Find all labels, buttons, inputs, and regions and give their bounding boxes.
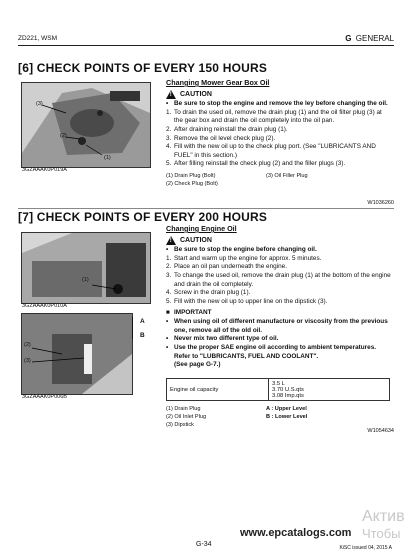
gearbox-illustration xyxy=(22,83,150,167)
step-item: 4. Screw in the drain plug (1). xyxy=(166,289,251,297)
engine-photo xyxy=(21,232,151,304)
caution-bullet: • Be sure to stop the engine and remove the ley before changing the oil. xyxy=(166,100,388,107)
oil-capacity-table xyxy=(166,378,390,401)
important-bullet: • Use the proper SAE engine oil according to ambient temperatures. xyxy=(166,344,377,352)
warning-triangle-icon xyxy=(166,90,176,99)
engine-illustration xyxy=(22,233,150,303)
section-letter: G xyxy=(345,34,352,43)
section7-steps xyxy=(166,255,392,307)
dipstick-photo xyxy=(21,313,133,395)
caution-header xyxy=(166,90,392,99)
watermark-url: www.epcatalogs.com xyxy=(240,527,352,539)
section6-heading: [6] CHECK POINTS OF EVERY 150 HOURS xyxy=(18,61,268,75)
legend-item: (2) Check Plug (Bolt) xyxy=(166,180,218,187)
gearbox-photo-caption: 3GZAAAK0P019A xyxy=(22,167,67,173)
caution-label: CAUTION xyxy=(180,91,212,98)
step-item: 1. Start and warm up the engine for approx. 5 minutes. xyxy=(166,254,322,262)
caution-text: Be sure to stop the engine and remove the ley before changing the oil. xyxy=(174,100,388,107)
callout-1: (1) xyxy=(104,155,111,161)
callout-1: (1) xyxy=(82,277,89,283)
refer-line: Refer to "LUBRICANTS, FUEL AND COOLANT". (See page G-7.) xyxy=(174,352,319,369)
header-rule xyxy=(18,45,394,46)
section-label xyxy=(345,34,394,43)
legend-item: (3) Oil Filler Plug xyxy=(266,173,308,180)
caution-text: Be sure to stop the engine before changing oil. xyxy=(174,246,317,253)
section7-code: W1054634 xyxy=(367,428,394,434)
table-row xyxy=(167,379,390,401)
page-number: G-34 xyxy=(196,541,212,548)
legend-item: B : Lower Level xyxy=(266,413,308,420)
legend-item: (1) Drain Plug (Bolt) xyxy=(166,173,216,180)
ghost-text: Актив xyxy=(362,508,405,525)
section6-caution xyxy=(166,90,392,189)
gearbox-photo xyxy=(21,82,151,168)
level-label-a: A xyxy=(140,318,145,325)
step-item: 2. Place an oil pan underneath the engine. xyxy=(166,263,287,271)
level-label-b: B xyxy=(140,332,145,339)
step-item: 1. To drain the used oil, remove the drain plug (1) and the oil filter plug (3) at the gear box and drain the oil completely into the oil pan. xyxy=(166,108,382,125)
step-item: 2. After draining reinstall the drain plug (1). xyxy=(166,125,288,133)
section-name: GENERAL xyxy=(355,34,394,43)
caution-bullet: • Be sure to stop the engine before changing oil. xyxy=(166,246,317,253)
section7-legend xyxy=(166,406,390,429)
section7-content xyxy=(166,236,392,370)
warning-triangle-icon xyxy=(166,236,176,245)
step-item: 3. To change the used oil, remove the drain plug (1) at the bottom of the engine and drain the oil completely. xyxy=(166,271,391,288)
important-label: IMPORTANT xyxy=(174,309,212,317)
see-page-link: (See page G-7.) xyxy=(174,361,221,369)
caution-label: CAUTION xyxy=(180,237,212,244)
callout-3: (3) xyxy=(24,358,31,364)
callout-2: (2) xyxy=(24,342,31,348)
important-bullet: • Never mix two different type of oil. xyxy=(166,335,279,343)
section6-legend xyxy=(166,173,392,189)
callout-2: (2) xyxy=(60,133,67,139)
document-id: ZD221, WSM xyxy=(18,35,58,42)
section7-heading: [7] CHECK POINTS OF EVERY 200 HOURS xyxy=(18,210,268,224)
section6-subheading: Changing Mower Gear Box Oil xyxy=(166,78,270,87)
legend-item: (3) Dipstick xyxy=(166,421,194,428)
callout-3: (3) xyxy=(36,101,43,107)
section6-code: W1036260 xyxy=(367,200,394,206)
section7-subheading: Changing Engine Oil xyxy=(166,224,237,233)
legend-item: A : Upper Level xyxy=(266,406,307,412)
important-header: ■ IMPORTANT xyxy=(166,309,212,317)
legend-item: (2) Oil Inlet Plug xyxy=(166,413,207,420)
legend-item: (1) Drain Plug xyxy=(166,406,201,412)
step-item: 3. Remove the oil level check plug (2). xyxy=(166,134,276,142)
important-block xyxy=(166,309,392,369)
step-item: 5. Fill with the new oil up to upper line on the dipstick (3). xyxy=(166,297,328,305)
section-divider xyxy=(18,208,394,209)
engine-photo-caption: 3GZAAAK0P010A xyxy=(22,303,67,309)
issue-note: KiSC issued 04, 2015 A xyxy=(339,545,392,551)
caution-header xyxy=(166,236,392,245)
dipstick-illustration xyxy=(22,314,132,394)
step-item: 5. After filling reinstall the check plug (2) and the filler plugs (3). xyxy=(166,160,346,168)
important-bullet: • When using oil of different manufacture or viscosity from the previous one, remove all of the old oil. xyxy=(166,318,388,334)
capacity-label: Engine oil capacity xyxy=(167,379,269,401)
ghost-text-2: Чтобы xyxy=(362,526,401,541)
capacity-values: 3.5 L 3.70 U.S.qts 3.08 Imp.qts xyxy=(269,379,390,401)
dipstick-photo-caption: 3GZAAAK0P006B xyxy=(22,394,67,400)
step-item: 4. Fill with the new oil up to the check plug port. (See "LUBRICANTS AND FUEL" in this section.) xyxy=(166,143,376,159)
section6-steps xyxy=(166,109,392,169)
